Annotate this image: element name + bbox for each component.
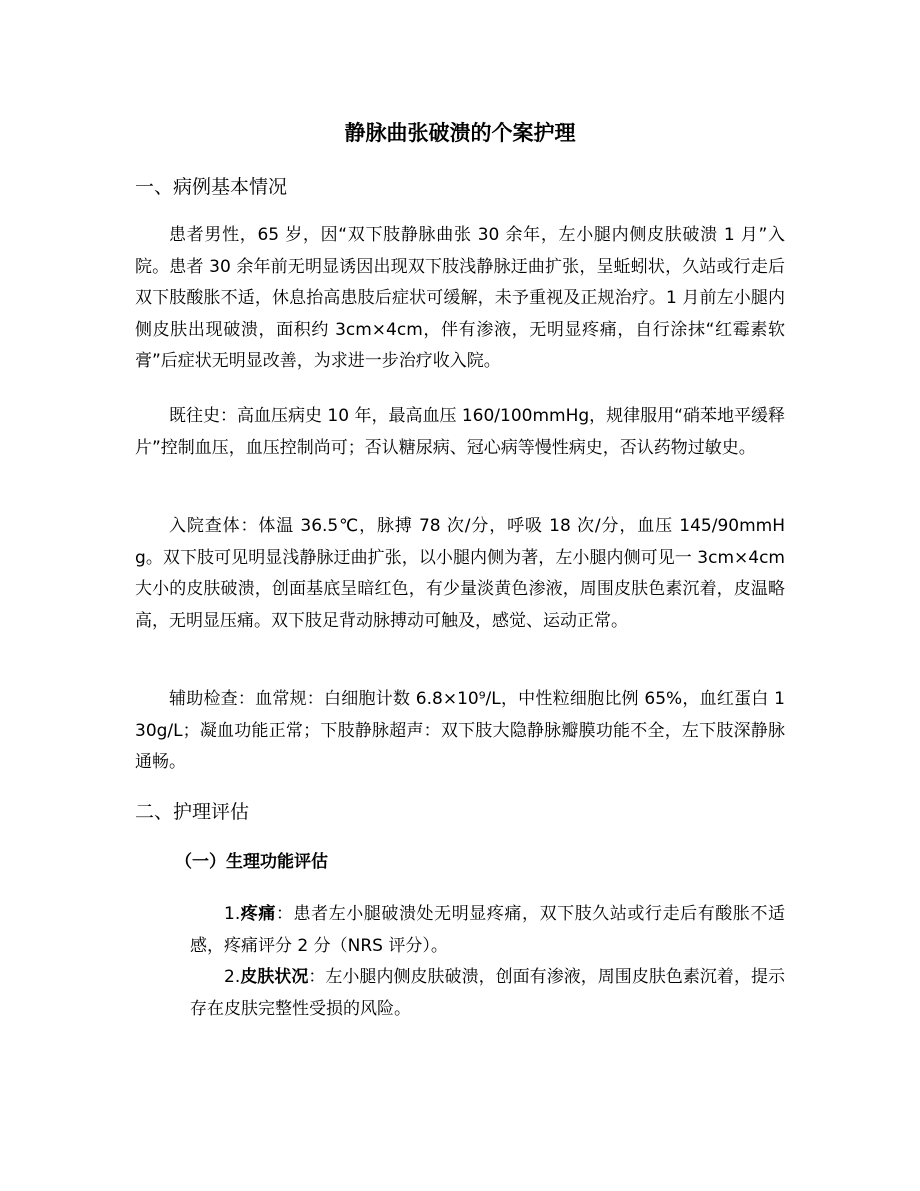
paragraph-auxiliary-exam: 辅助检查：血常规：白细胞计数 6.8×10⁹/L，中性粒细胞比例 65%，血红蛋白 130g/L；凝血功能正常；下肢静脉超声：双下肢大隐静脉瓣膜功能不全，左下肢深静脉通畅。 [135, 689, 785, 772]
list-item-pain [190, 899, 785, 962]
item-text: ：患者左小腿破溃处无明显疼痛，双下肢久站或行走后有酸胀不适感，疼痛评分 2 分（NRS 评分）。 [190, 904, 786, 956]
document-title: 静脉曲张破溃的个案护理 [344, 121, 576, 145]
item-number: 2. [224, 967, 241, 987]
paragraph-physical-exam: 入院查体：体温 36.5℃，脉搏 78 次/分，呼吸 18 次/分，血压 145/90mmHg。双下肢可见明显浅静脉迂曲扩张，以小腿内侧为著，左小腿内侧可见一 3cm×4cm 大小的皮肤破溃，创面基底呈暗红色，有少量淡黄色渗液，周围皮肤色素沉着，皮温略高，无明显压痛。双下肢足背动脉搏动可触及，感觉、运动正常。 [135, 516, 785, 631]
list-item-skin-condition [190, 962, 785, 1025]
section-heading-case-info: 一、病例基本情况 [135, 176, 288, 198]
item-text: ：左小腿内侧皮肤破溃，创面有渗液，周围皮肤色素沉着，提示存在皮肤完整性受损的风险。 [190, 967, 786, 1019]
item-label: 疼痛 [240, 904, 276, 924]
subsection-heading-physiological: （一）生理功能评估 [175, 852, 328, 872]
item-number: 1. [224, 904, 241, 924]
paragraph-past-history: 既往史：高血压病史 10 年，最高血压 160/100mmHg，规律服用“硝苯地平缓释片”控制血压，血压控制尚可；否认糖尿病、冠心病等慢性病史，否认药物过敏史。 [135, 406, 785, 458]
paragraph-case-history: 患者男性，65 岁，因“双下肢静脉曲张 30 余年，左小腿内侧皮肤破溃 1 月”入院。患者 30 余年前无明显诱因出现双下肢浅静脉迂曲扩张，呈蚯蚓状，久站或行走后双下肢酸胀不适，休息抬高患肢后症状可缓解，未予重视及正规治疗。1 月前左小腿内侧皮肤出现破溃，面积约 3cm×4cm，伴有渗液，无明显疼痛，自行涂抹“红霉素软膏”后症状无明显改善，为求进一步治疗收入院。 [135, 225, 785, 371]
item-label: 皮肤状况 [240, 967, 309, 987]
section-heading-nursing-assessment: 二、护理评估 [135, 801, 250, 823]
